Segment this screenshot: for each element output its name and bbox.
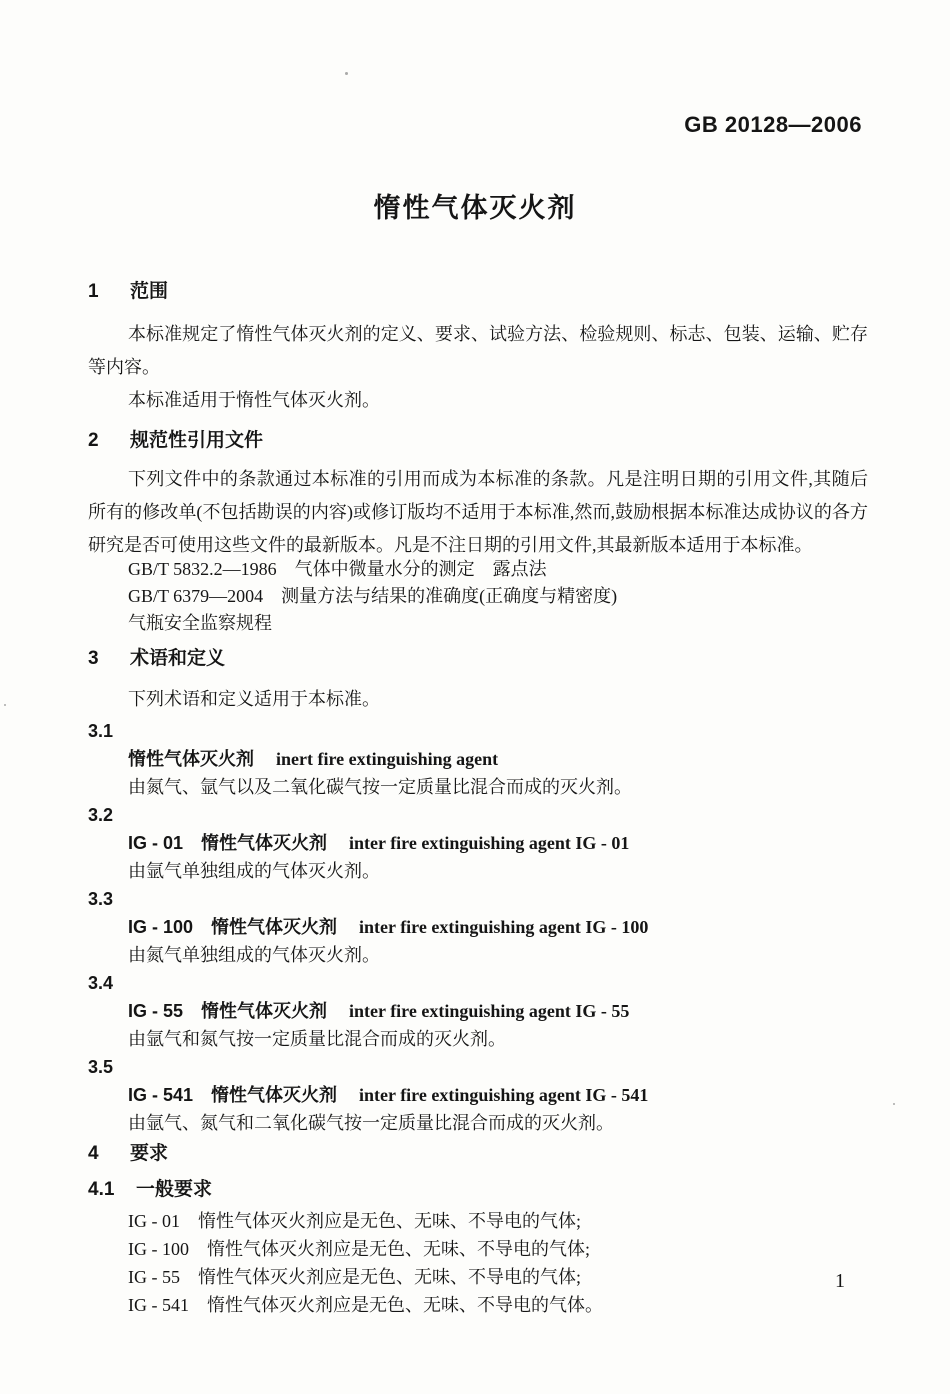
section-title: 术语和定义 [130, 648, 226, 669]
page-number: 1 [835, 1270, 845, 1292]
paragraph: 本标准适用于惰性气体灭火剂。 [128, 390, 380, 410]
term-heading [88, 745, 868, 773]
clause-number: 3.4 [88, 973, 114, 993]
term-3-1 [88, 717, 868, 801]
clause-number: 3.3 [88, 889, 114, 909]
term-heading [88, 829, 868, 857]
requirement-item: IG - 541 惰性气体灭火剂应是无色、无味、不导电的气体。 [128, 1295, 603, 1315]
requirement-item: IG - 55 惰性气体灭火剂应是无色、无味、不导电的气体; [128, 1267, 581, 1287]
scan-speck [893, 1103, 895, 1105]
term-en: inter fire extinguishing agent IG - 541 [359, 1085, 649, 1105]
section-number: 4 [88, 1143, 99, 1164]
section-1-heading [88, 278, 868, 306]
requirement-item: IG - 100 惰性气体灭火剂应是无色、无味、不导电的气体; [128, 1239, 590, 1259]
term-3-2 [88, 801, 868, 885]
paragraph: 下列文件中的条款通过本标准的引用而成为本标准的条款。凡是注明日期的引用文件,其随后所有的修改单(不包括勘误的内容)或修订版均不适用于本标准,然而,鼓励根据本标准达成协议的各方研究是否可使用这些文件的最新版本。凡是不注日期的引用文件,其最新版本适用于本标准。 [88, 469, 868, 555]
section-title: 规范性引用文件 [130, 430, 264, 451]
section-number: 4.1 [88, 1179, 115, 1200]
reference-list [88, 556, 868, 637]
terms-intro: 下列术语和定义适用于本标准。 [128, 689, 380, 709]
term-zh: 惰性气体灭火剂 [128, 749, 254, 769]
clause-number: 3.5 [88, 1057, 114, 1077]
section-4-heading [88, 1140, 868, 1168]
section-number: 1 [88, 281, 99, 302]
section-number: 2 [88, 430, 99, 451]
section-title: 一般要求 [136, 1179, 213, 1200]
term-zh: IG - 01 惰性气体灭火剂 [128, 833, 328, 853]
term-en: inert fire extinguishing agent [276, 749, 499, 769]
clause-number: 3.2 [88, 805, 114, 825]
section-4-1-heading [88, 1176, 868, 1204]
term-3-4 [88, 969, 868, 1053]
document-title: 惰性气体灭火剂 [373, 193, 577, 223]
section-number: 3 [88, 648, 99, 669]
term-heading [88, 997, 868, 1025]
term-heading [88, 913, 868, 941]
terms-list [88, 717, 868, 1137]
term-zh: IG - 55 惰性气体灭火剂 [128, 1001, 328, 1021]
term-definition: 由氮气单独组成的气体灭火剂。 [128, 945, 380, 965]
term-definition: 由氩气、氮气和二氧化碳气按一定质量比混合而成的灭火剂。 [128, 1113, 614, 1133]
requirement-list [88, 1207, 868, 1319]
section-title: 范围 [130, 281, 169, 302]
term-heading [88, 1081, 868, 1109]
term-definition: 由氩气和氮气按一定质量比混合而成的灭火剂。 [128, 1029, 506, 1049]
section-3-heading [88, 645, 868, 673]
term-zh: IG - 541 惰性气体灭火剂 [128, 1085, 338, 1105]
term-zh: IG - 100 惰性气体灭火剂 [128, 917, 338, 937]
term-3-5 [88, 1053, 868, 1137]
document-body [88, 0, 868, 1319]
term-en: inter fire extinguishing agent IG - 55 [349, 1001, 630, 1021]
clause-number: 3.1 [88, 721, 114, 741]
reference-item: GB/T 5832.2—1986 气体中微量水分的测定 露点法 [128, 559, 547, 579]
term-3-3 [88, 885, 868, 969]
paragraph: 本标准规定了惰性气体灭火剂的定义、要求、试验方法、检验规则、标志、包装、运输、贮存等内容。 [88, 324, 868, 377]
requirement-item: IG - 01 惰性气体灭火剂应是无色、无味、不导电的气体; [128, 1211, 581, 1231]
standard-code: GB 20128—2006 [684, 112, 862, 137]
section-title: 要求 [130, 1143, 169, 1164]
term-en: inter fire extinguishing agent IG - 100 [359, 917, 649, 937]
scan-speck [345, 72, 348, 75]
section-2-heading [88, 427, 868, 455]
term-definition: 由氩气单独组成的气体灭火剂。 [128, 861, 380, 881]
reference-item: 气瓶安全监察规程 [128, 613, 272, 633]
term-definition: 由氮气、氩气以及二氧化碳气按一定质量比混合而成的灭火剂。 [128, 777, 632, 797]
reference-item: GB/T 6379—2004 测量方法与结果的准确度(正确度与精密度) [128, 586, 618, 606]
term-en: inter fire extinguishing agent IG - 01 [349, 833, 630, 853]
scan-speck [4, 704, 6, 706]
